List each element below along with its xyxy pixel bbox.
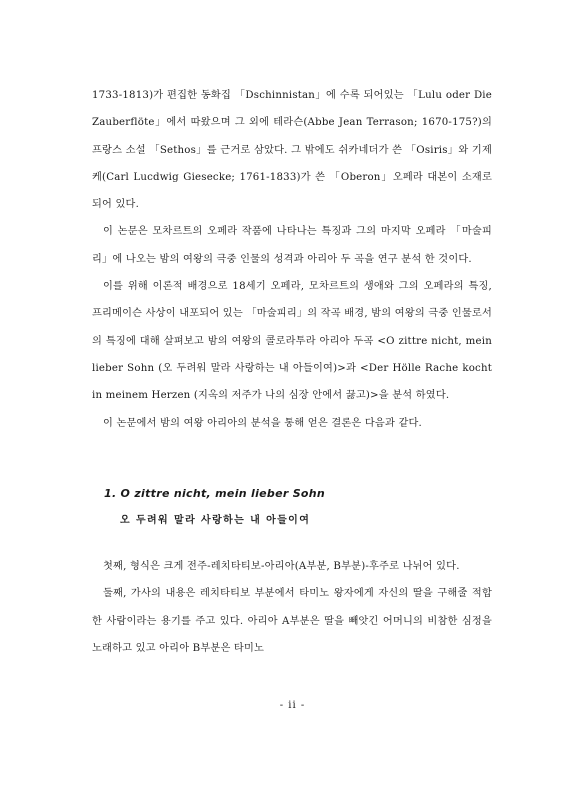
page-number: - ii -: [279, 700, 306, 711]
intro-text-block: [92, 82, 492, 437]
paragraph-method: 이를 위해 이론적 배경으로 18세기 오페라, 모차르트의 생애와 그의 오페라의 특징, 프리메이슨 사상이 내포되어 있는 「마술피리」의 작곡 배경, 밤의 여왕의 극중 인물로서의 특징에 대해 살펴보고 밤의 여왕의 콜로라투라 아리아 두곡 <O zittre nicht, mein lieber Sohn (오 두려워 말라 사랑하는 내 아들이여)>과 <Der Hölle Rache kocht in meinem Herzen (지옥의 저주가 나의 심장 안에서 끓고)>을 분석 하였다.: [92, 281, 492, 402]
paragraph-continuation: 1733-1813)가 편집한 동화집 「Dschinnistan」에 수록 되어있는 「Lulu oder Die Zauberflöte」에서 따왔으며 그 외에 테라슨(Abbe Jean Terrason; 1670-175?)의 프랑스 소설 「Sethos」를 근거로 삼았다. 그 밖에도 쉬카네더가 쓴 「Osiris」와 기제케(Carl Lucdwig Giesecke; 1761-1833)가 쓴 「Oberon」오페라 대본이 소재로 되어 있다.: [92, 90, 492, 211]
section-heading: 1. O zittre nicht, mein lieber Sohn: [104, 487, 326, 500]
section-subheading: 오 두려워 말라 사랑하는 내 아들이여: [120, 515, 311, 526]
paragraph-second-point: 둘째, 가사의 내용은 레치타티보 부분에서 타미노 왕자에게 자신의 딸을 구해줄 적합한 사람이라는 용기를 주고 있다. 아리아 A부분은 딸을 빼앗긴 어머니의 비참한 심정을 노래하고 있고 아리아 B부분은 타미노: [92, 588, 492, 654]
paragraph-purpose: 이 논문은 모차르트의 오페라 작품에 나타나는 특징과 그의 마지막 오페라 「마술피리」에 나오는 밤의 여왕의 극중 인물의 성격과 아리아 두 곡을 연구 분석 한 것이다.: [92, 226, 492, 265]
paragraph-conclusion-intro: 이 논문에서 밤의 여왕 아리아의 분석을 통해 얻은 결론은 다음과 같다.: [103, 417, 422, 429]
section-text-block: [92, 553, 492, 662]
paragraph-first-point: 첫째, 형식은 크게 전주-레치타티보-아리아(A부분, B부분)-후주로 나뉘어 있다.: [103, 561, 460, 572]
